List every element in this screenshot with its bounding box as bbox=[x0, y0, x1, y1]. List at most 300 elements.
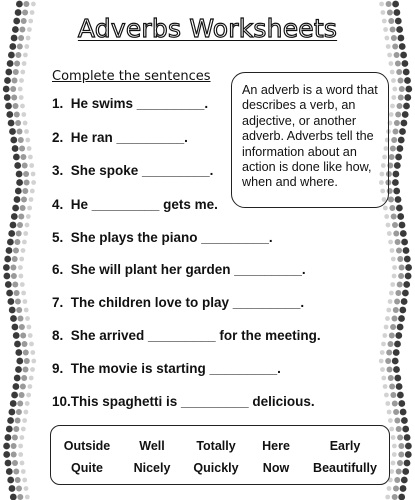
border-dot bbox=[16, 409, 22, 415]
border-dot bbox=[392, 44, 398, 50]
border-dot bbox=[31, 172, 36, 177]
border-dot bbox=[5, 281, 12, 288]
border-dot bbox=[11, 443, 17, 449]
border-dot bbox=[24, 410, 29, 415]
border-dot bbox=[10, 222, 17, 229]
question-5: 5. She plays the piano _________. bbox=[52, 230, 273, 245]
border-dot bbox=[398, 273, 404, 279]
word-bank-word: Outside bbox=[63, 439, 111, 453]
border-dot bbox=[402, 290, 409, 297]
border-dot bbox=[394, 418, 400, 424]
border-dot bbox=[20, 333, 26, 339]
border-dot bbox=[4, 256, 11, 263]
border-dot bbox=[16, 231, 22, 237]
word-bank-word: Quite bbox=[71, 461, 103, 475]
border-dot bbox=[379, 359, 384, 364]
border-dot bbox=[15, 120, 21, 126]
border-dot bbox=[397, 435, 403, 441]
border-dot bbox=[391, 435, 396, 440]
border-dot bbox=[16, 179, 23, 186]
border-dot bbox=[28, 384, 33, 389]
border-dot bbox=[19, 324, 25, 330]
border-dot bbox=[7, 298, 14, 305]
border-dot bbox=[22, 188, 28, 194]
border-dot bbox=[397, 460, 403, 466]
border-dot bbox=[14, 61, 20, 67]
border-dot bbox=[31, 180, 36, 185]
border-dot bbox=[18, 214, 24, 220]
border-dot bbox=[28, 333, 33, 338]
border-dot bbox=[395, 61, 401, 67]
border-dot bbox=[21, 375, 27, 381]
question-9: 9. The movie is starting _________. bbox=[52, 361, 281, 376]
border-dot bbox=[7, 60, 14, 67]
word-bank-word: Now bbox=[262, 461, 290, 475]
border-dot bbox=[387, 367, 393, 373]
border-dot bbox=[395, 154, 402, 161]
border-dot bbox=[389, 154, 395, 160]
border-dot bbox=[392, 358, 399, 365]
border-dot bbox=[24, 308, 29, 313]
border-dot bbox=[388, 375, 394, 381]
border-dot bbox=[12, 256, 18, 262]
border-dot bbox=[7, 239, 14, 246]
border-dot bbox=[392, 452, 397, 457]
word-bank-word: Beautifully bbox=[313, 461, 377, 475]
border-dot bbox=[23, 121, 28, 126]
border-dot bbox=[7, 477, 14, 484]
border-dot bbox=[404, 94, 411, 101]
border-dot bbox=[396, 426, 402, 432]
border-dot bbox=[22, 240, 27, 245]
border-dot bbox=[399, 265, 405, 271]
border-dot bbox=[16, 1, 23, 8]
border-dot bbox=[399, 86, 405, 92]
border-dot bbox=[11, 392, 18, 399]
border-dot bbox=[392, 87, 397, 92]
border-dot bbox=[402, 426, 409, 433]
border-dot bbox=[14, 375, 21, 382]
instruction-text: Complete the sentences bbox=[52, 69, 211, 84]
word-bank-word: Early bbox=[329, 439, 361, 453]
border-dot bbox=[10, 137, 17, 144]
border-dot bbox=[6, 468, 13, 475]
border-dot bbox=[397, 103, 403, 109]
border-dot bbox=[387, 486, 392, 491]
border-dot bbox=[398, 400, 405, 407]
border-dot bbox=[23, 1, 29, 7]
border-dot bbox=[389, 333, 395, 339]
border-dot bbox=[396, 205, 403, 212]
border-dot bbox=[23, 350, 29, 356]
border-dot bbox=[19, 146, 25, 152]
border-dot bbox=[387, 410, 392, 415]
border-dot bbox=[20, 154, 26, 160]
border-dot bbox=[28, 155, 33, 160]
border-dot bbox=[393, 349, 400, 356]
definition-text: An adverb is a word that describes a verb, an adjective, or another adverb. Adverbs tell the information about an action is done like how, when and where. bbox=[242, 83, 378, 190]
border-dot bbox=[393, 171, 400, 178]
border-dot bbox=[392, 222, 398, 228]
border-dot bbox=[403, 103, 410, 110]
border-dot bbox=[393, 307, 399, 313]
border-dot bbox=[404, 460, 411, 467]
border-dot bbox=[25, 138, 30, 143]
border-dot bbox=[19, 274, 24, 279]
question-7: 7. The children love to play _________. bbox=[52, 295, 305, 310]
border-dot bbox=[389, 291, 394, 296]
border-dot bbox=[403, 247, 410, 254]
border-dot bbox=[405, 443, 412, 450]
border-dot bbox=[397, 392, 404, 399]
border-dot bbox=[394, 299, 400, 305]
border-dot bbox=[384, 325, 389, 330]
border-dot bbox=[389, 469, 394, 474]
question-2: 2. He ran _________. bbox=[52, 130, 188, 145]
border-dot bbox=[16, 307, 22, 313]
border-dot bbox=[391, 95, 396, 100]
border-dot bbox=[5, 103, 12, 110]
word-bank-word: Well bbox=[139, 439, 165, 453]
border-dot bbox=[395, 239, 401, 245]
border-dot bbox=[388, 341, 394, 347]
border-dot bbox=[15, 418, 21, 424]
border-dot bbox=[401, 417, 408, 424]
border-dot bbox=[13, 154, 20, 161]
border-dot bbox=[24, 180, 30, 186]
border-dot bbox=[31, 2, 36, 7]
border-dot bbox=[387, 53, 392, 58]
border-dot bbox=[384, 393, 389, 398]
border-dot bbox=[6, 247, 13, 254]
border-dot bbox=[30, 367, 35, 372]
border-dot bbox=[11, 452, 17, 458]
border-dot bbox=[25, 223, 30, 228]
border-dot bbox=[389, 427, 394, 432]
border-dot bbox=[18, 87, 23, 92]
border-dot bbox=[15, 299, 21, 305]
border-dot bbox=[18, 444, 23, 449]
border-dot bbox=[13, 383, 20, 390]
border-dot bbox=[385, 316, 390, 321]
border-dot bbox=[405, 273, 412, 280]
border-dot bbox=[392, 265, 397, 270]
border-dot bbox=[30, 350, 35, 355]
border-dot bbox=[393, 409, 399, 415]
border-dot bbox=[6, 111, 13, 118]
border-dot bbox=[393, 486, 399, 492]
border-dot bbox=[398, 137, 405, 144]
border-dot bbox=[392, 179, 399, 186]
border-dot bbox=[399, 307, 406, 314]
border-dot bbox=[12, 205, 19, 212]
border-dot bbox=[396, 383, 403, 390]
border-dot bbox=[21, 291, 26, 296]
border-dot bbox=[3, 443, 10, 450]
border-dot bbox=[15, 349, 22, 356]
question-3: 3. She spoke _________. bbox=[52, 163, 214, 178]
word-bank-box bbox=[50, 425, 390, 485]
border-dot bbox=[404, 77, 411, 84]
border-dot bbox=[12, 460, 18, 466]
border-dot bbox=[392, 444, 397, 449]
border-dot bbox=[3, 451, 10, 458]
border-dot bbox=[391, 214, 397, 220]
border-dot bbox=[393, 188, 400, 195]
question-6: 6. She will plant her garden _________. bbox=[52, 262, 306, 277]
border-dot bbox=[393, 366, 400, 373]
border-dot bbox=[384, 214, 389, 219]
border-dot bbox=[391, 257, 396, 262]
border-dot bbox=[15, 477, 21, 483]
border-dot bbox=[398, 443, 404, 449]
border-dot bbox=[29, 163, 34, 168]
border-dot bbox=[15, 188, 22, 195]
border-dot bbox=[380, 350, 385, 355]
definition-box bbox=[231, 72, 389, 208]
border-dot bbox=[4, 94, 11, 101]
border-dot bbox=[397, 256, 403, 262]
border-dot bbox=[27, 146, 32, 151]
border-dot bbox=[21, 197, 27, 203]
border-dot bbox=[20, 384, 26, 390]
border-dot bbox=[389, 384, 395, 390]
border-dot bbox=[19, 257, 24, 262]
border-dot bbox=[398, 494, 405, 500]
border-dot bbox=[398, 78, 404, 84]
border-dot bbox=[392, 494, 398, 500]
border-dot bbox=[10, 494, 17, 500]
border-dot bbox=[398, 315, 405, 322]
border-dot bbox=[22, 163, 28, 169]
border-dot bbox=[10, 315, 17, 322]
border-dot bbox=[391, 137, 397, 143]
border-dot bbox=[10, 265, 16, 271]
border-dot bbox=[397, 213, 404, 220]
border-dot bbox=[7, 417, 14, 424]
border-dot bbox=[388, 197, 394, 203]
border-dot bbox=[14, 290, 20, 296]
border-dot bbox=[399, 222, 406, 229]
border-dot bbox=[14, 162, 21, 169]
border-dot bbox=[390, 392, 396, 398]
left-dot-border bbox=[0, 0, 42, 500]
border-dot bbox=[397, 282, 403, 288]
border-dot bbox=[3, 264, 10, 271]
border-dot bbox=[8, 52, 15, 59]
border-dot bbox=[18, 316, 24, 322]
border-dot bbox=[388, 299, 393, 304]
border-dot bbox=[12, 324, 19, 331]
border-dot bbox=[27, 325, 32, 330]
border-dot bbox=[390, 104, 395, 109]
border-dot bbox=[29, 342, 34, 347]
border-dot bbox=[383, 384, 388, 389]
word-bank-word: Quickly bbox=[193, 461, 239, 475]
border-dot bbox=[389, 61, 394, 66]
border-dot bbox=[394, 477, 400, 483]
border-dot bbox=[16, 486, 22, 492]
border-dot bbox=[11, 273, 17, 279]
border-dot bbox=[12, 145, 19, 152]
border-dot bbox=[390, 248, 395, 253]
border-dot bbox=[397, 145, 404, 152]
border-dot bbox=[18, 452, 23, 457]
border-dot bbox=[402, 60, 409, 67]
border-dot bbox=[8, 230, 15, 237]
border-dot bbox=[393, 129, 399, 135]
border-dot bbox=[25, 495, 30, 500]
border-dot bbox=[395, 196, 402, 203]
border-dot bbox=[390, 70, 395, 75]
border-dot bbox=[29, 376, 34, 381]
border-dot bbox=[5, 69, 12, 76]
border-dot bbox=[379, 2, 384, 7]
border-dot bbox=[22, 418, 27, 423]
border-dot bbox=[18, 137, 24, 143]
border-dot bbox=[23, 171, 29, 177]
border-dot bbox=[13, 103, 19, 109]
border-dot bbox=[16, 358, 23, 365]
word-bank-word: Totally bbox=[196, 439, 236, 453]
border-dot bbox=[385, 358, 391, 364]
border-dot bbox=[400, 52, 407, 59]
border-dot bbox=[390, 282, 395, 287]
border-dot bbox=[17, 129, 23, 135]
border-dot bbox=[21, 112, 26, 117]
border-dot bbox=[20, 461, 25, 466]
border-dot bbox=[4, 77, 11, 84]
border-dot bbox=[20, 282, 25, 287]
border-dot bbox=[392, 401, 398, 407]
border-dot bbox=[393, 231, 399, 237]
border-dot bbox=[381, 376, 386, 381]
border-dot bbox=[9, 43, 16, 50]
border-dot bbox=[24, 129, 29, 134]
border-dot bbox=[389, 112, 394, 117]
border-dot bbox=[23, 231, 28, 236]
border-dot bbox=[16, 171, 23, 178]
border-dot bbox=[381, 342, 386, 347]
border-dot bbox=[386, 1, 392, 7]
border-dot bbox=[400, 230, 407, 237]
border-dot bbox=[21, 427, 26, 432]
worksheet-title: Adverbs Worksheets bbox=[77, 14, 338, 43]
border-dot bbox=[404, 434, 411, 441]
border-dot bbox=[380, 367, 385, 372]
border-dot bbox=[12, 282, 18, 288]
border-dot bbox=[15, 52, 21, 58]
border-dot bbox=[390, 146, 396, 152]
border-dot bbox=[14, 112, 20, 118]
border-dot bbox=[13, 332, 20, 339]
question-1: 1. He swims _________. bbox=[52, 96, 209, 111]
border-dot bbox=[401, 477, 408, 484]
border-dot bbox=[401, 120, 408, 127]
border-dot bbox=[14, 239, 20, 245]
border-dot bbox=[391, 78, 396, 83]
border-dot bbox=[399, 128, 406, 135]
border-dot bbox=[387, 231, 392, 236]
border-dot bbox=[19, 78, 24, 83]
border-dot bbox=[9, 409, 16, 416]
border-dot bbox=[20, 435, 25, 440]
border-dot bbox=[13, 426, 19, 432]
border-dot bbox=[29, 197, 34, 202]
border-dot bbox=[25, 316, 30, 321]
border-dot bbox=[3, 86, 10, 93]
border-dot bbox=[26, 393, 31, 398]
border-dot bbox=[388, 240, 393, 245]
border-dot bbox=[391, 461, 396, 466]
border-dot bbox=[390, 324, 396, 330]
border-dot bbox=[22, 478, 27, 483]
border-dot bbox=[405, 451, 412, 458]
border-dot bbox=[30, 189, 35, 194]
border-dot bbox=[386, 308, 391, 313]
border-dot bbox=[23, 299, 28, 304]
border-dot bbox=[12, 78, 18, 84]
border-dot bbox=[403, 281, 410, 288]
border-dot bbox=[9, 307, 16, 314]
question-10: 10.This spaghetti is _________ delicious. bbox=[52, 394, 315, 409]
border-dot bbox=[385, 495, 390, 500]
word-bank-word: Here bbox=[262, 439, 290, 453]
border-dot bbox=[394, 341, 401, 348]
border-dot bbox=[18, 265, 23, 270]
border-dot bbox=[22, 61, 27, 66]
border-dot bbox=[399, 43, 406, 50]
border-dot bbox=[398, 95, 404, 101]
border-dot bbox=[31, 359, 36, 364]
border-dot bbox=[395, 112, 401, 118]
border-dot bbox=[394, 375, 401, 382]
border-dot bbox=[13, 69, 19, 75]
border-dot bbox=[5, 434, 12, 441]
border-dot bbox=[17, 222, 23, 228]
border-dot bbox=[389, 205, 395, 211]
question-4: 4. He _________ gets me. bbox=[52, 197, 218, 212]
border-dot bbox=[6, 290, 13, 297]
border-dot bbox=[396, 69, 402, 75]
border-dot bbox=[24, 358, 30, 364]
border-dot bbox=[398, 452, 404, 458]
border-dot bbox=[400, 485, 407, 492]
border-dot bbox=[386, 350, 392, 356]
border-dot bbox=[6, 426, 13, 433]
border-dot bbox=[402, 111, 409, 118]
border-dot bbox=[405, 86, 412, 93]
border-dot bbox=[23, 367, 29, 373]
border-dot bbox=[22, 341, 28, 347]
border-dot bbox=[13, 248, 19, 254]
question-8: 8. She arrived _________ for the meeting. bbox=[52, 328, 321, 343]
border-dot bbox=[14, 341, 21, 348]
border-dot bbox=[20, 70, 25, 75]
border-dot bbox=[403, 69, 410, 76]
border-dot bbox=[392, 316, 398, 322]
border-dot bbox=[24, 44, 29, 49]
border-dot bbox=[19, 392, 25, 398]
border-dot bbox=[17, 44, 23, 50]
border-dot bbox=[395, 332, 402, 339]
border-dot bbox=[20, 205, 26, 211]
border-dot bbox=[15, 366, 22, 373]
border-dot bbox=[23, 53, 28, 58]
border-dot bbox=[386, 44, 391, 49]
border-dot bbox=[394, 162, 401, 169]
border-dot bbox=[13, 469, 19, 475]
